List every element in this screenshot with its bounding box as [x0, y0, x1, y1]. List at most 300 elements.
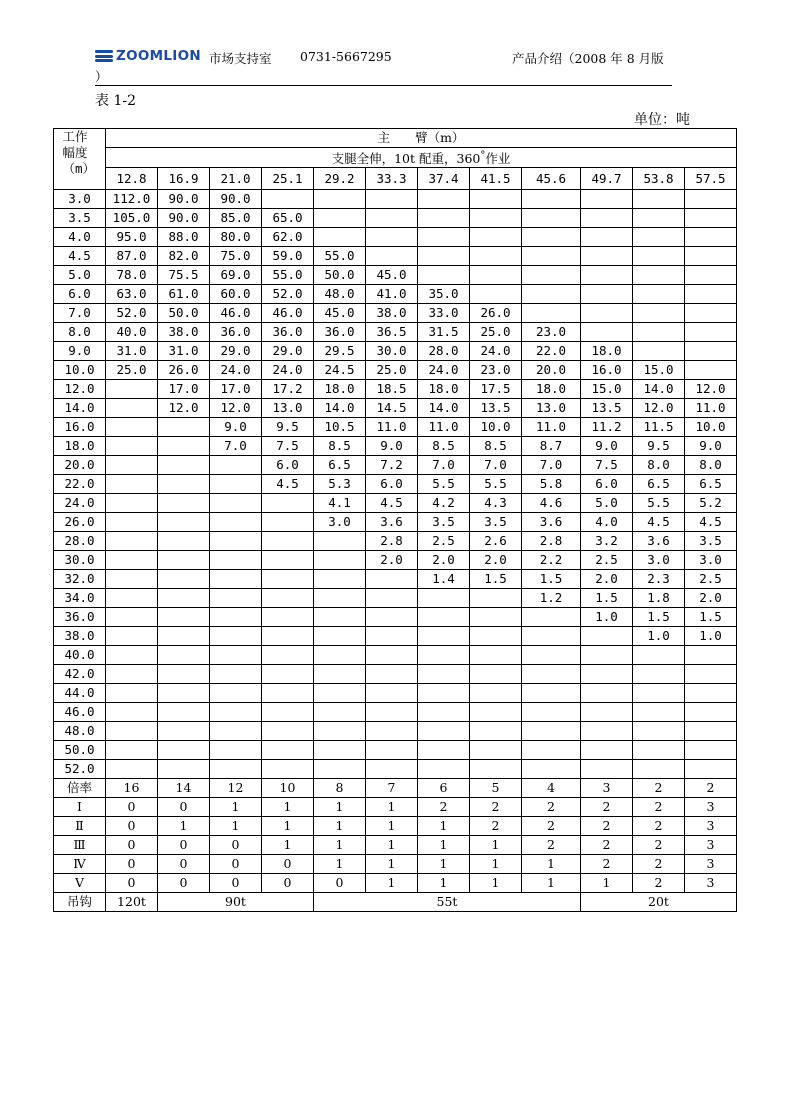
capacity-cell: 5.2 [685, 494, 737, 513]
ratio-row [54, 779, 737, 798]
capacity-cell: 3.5 [418, 513, 470, 532]
capacity-cell: 2.0 [685, 589, 737, 608]
radius-cell: 48.0 [54, 722, 106, 741]
capacity-cell: 28.0 [418, 342, 470, 361]
table-row [54, 304, 737, 323]
table-row [54, 646, 737, 665]
capacity-cell: 17.0 [158, 380, 210, 399]
capacity-cell [158, 684, 210, 703]
boom-length-cell: 37.4 [418, 168, 470, 190]
capacity-cell: 30.0 [366, 342, 418, 361]
capacity-cell [210, 608, 262, 627]
capacity-cell [581, 646, 633, 665]
capacity-cell: 2.5 [685, 570, 737, 589]
capacity-cell [314, 532, 366, 551]
table-row [54, 380, 737, 399]
section-cell: 0 [158, 874, 210, 893]
boom-length-cell: 41.5 [470, 168, 522, 190]
capacity-cell [106, 665, 158, 684]
section-cell: 2 [522, 817, 581, 836]
section-cell: 0 [158, 855, 210, 874]
boom-length-cell: 49.7 [581, 168, 633, 190]
section-cell: 2 [581, 836, 633, 855]
radius-cell: 8.0 [54, 323, 106, 342]
section-cell: 1 [470, 855, 522, 874]
section-cell: 1 [314, 798, 366, 817]
capacity-cell: 18.0 [522, 380, 581, 399]
capacity-cell: 1.0 [685, 627, 737, 646]
section-cell: 1 [366, 855, 418, 874]
boom-length-cell: 57.5 [685, 168, 737, 190]
radius-cell: 24.0 [54, 494, 106, 513]
capacity-cell [685, 665, 737, 684]
section-row [54, 855, 737, 874]
section-cell: 2 [633, 836, 685, 855]
section-cell: 1 [366, 817, 418, 836]
capacity-cell [685, 760, 737, 779]
capacity-cell: 14.0 [314, 399, 366, 418]
capacity-cell: 18.0 [314, 380, 366, 399]
capacity-cell: 46.0 [210, 304, 262, 323]
capacity-cell [418, 608, 470, 627]
capacity-cell [314, 646, 366, 665]
capacity-cell [633, 247, 685, 266]
capacity-cell: 4.0 [581, 513, 633, 532]
capacity-cell: 18.0 [581, 342, 633, 361]
capacity-cell: 9.0 [366, 437, 418, 456]
section-cell: 1 [262, 798, 314, 817]
capacity-cell [685, 285, 737, 304]
capacity-cell: 1.5 [685, 608, 737, 627]
capacity-cell: 5.5 [470, 475, 522, 494]
section-cell: 1 [581, 874, 633, 893]
capacity-cell: 11.0 [522, 418, 581, 437]
capacity-cell: 26.0 [158, 361, 210, 380]
capacity-cell: 2.6 [470, 532, 522, 551]
radius-cell: 22.0 [54, 475, 106, 494]
capacity-cell: 5.5 [633, 494, 685, 513]
capacity-cell: 9.0 [685, 437, 737, 456]
capacity-cell: 12.0 [633, 399, 685, 418]
capacity-cell [106, 513, 158, 532]
capacity-cell: 7.0 [522, 456, 581, 475]
radius-cell: 16.0 [54, 418, 106, 437]
capacity-cell [522, 760, 581, 779]
table-row [54, 608, 737, 627]
radius-cell: 26.0 [54, 513, 106, 532]
capacity-cell [522, 285, 581, 304]
capacity-cell: 65.0 [262, 209, 314, 228]
capacity-cell: 9.0 [210, 418, 262, 437]
capacity-cell [522, 741, 581, 760]
radius-cell: 20.0 [54, 456, 106, 475]
capacity-cell [210, 551, 262, 570]
capacity-cell: 1.5 [522, 570, 581, 589]
main-boom-label: 主 臂（m） [106, 129, 737, 148]
capacity-cell [106, 532, 158, 551]
capacity-cell [158, 418, 210, 437]
table-row [54, 665, 737, 684]
capacity-cell [522, 209, 581, 228]
capacity-cell: 5.3 [314, 475, 366, 494]
section-cell: 0 [106, 817, 158, 836]
capacity-cell: 52.0 [262, 285, 314, 304]
radius-cell: 4.5 [54, 247, 106, 266]
capacity-cell [470, 285, 522, 304]
table-row [54, 418, 737, 437]
ratio-cell: 4 [522, 779, 581, 798]
capacity-cell [106, 437, 158, 456]
capacity-cell [581, 304, 633, 323]
capacity-cell [470, 209, 522, 228]
capacity-cell [158, 570, 210, 589]
boom-length-cell: 25.1 [262, 168, 314, 190]
ratio-label: 倍率 [54, 779, 106, 798]
capacity-cell: 78.0 [106, 266, 158, 285]
capacity-cell: 1.2 [522, 589, 581, 608]
capacity-cell [581, 741, 633, 760]
capacity-cell: 112.0 [106, 190, 158, 209]
capacity-cell: 4.5 [366, 494, 418, 513]
capacity-cell: 95.0 [106, 228, 158, 247]
radius-cell: 7.0 [54, 304, 106, 323]
capacity-cell [366, 646, 418, 665]
capacity-cell: 6.0 [262, 456, 314, 475]
capacity-cell [470, 760, 522, 779]
capacity-cell [262, 665, 314, 684]
capacity-cell [633, 646, 685, 665]
table-row [54, 684, 737, 703]
capacity-cell [581, 323, 633, 342]
capacity-cell [366, 209, 418, 228]
section-label: Ⅰ [54, 798, 106, 817]
section-cell: 2 [633, 817, 685, 836]
table-row [54, 513, 737, 532]
capacity-cell: 24.0 [470, 342, 522, 361]
capacity-cell [210, 665, 262, 684]
capacity-cell [106, 494, 158, 513]
capacity-cell [262, 703, 314, 722]
capacity-cell [314, 190, 366, 209]
capacity-cell [314, 551, 366, 570]
capacity-cell: 36.0 [262, 323, 314, 342]
capacity-cell: 8.5 [418, 437, 470, 456]
capacity-cell [210, 684, 262, 703]
capacity-cell: 2.2 [522, 551, 581, 570]
capacity-cell [366, 608, 418, 627]
radius-cell: 38.0 [54, 627, 106, 646]
ratio-cell: 8 [314, 779, 366, 798]
capacity-cell: 8.0 [685, 456, 737, 475]
capacity-cell [418, 665, 470, 684]
capacity-cell [522, 703, 581, 722]
capacity-cell [158, 589, 210, 608]
radius-cell: 9.0 [54, 342, 106, 361]
capacity-cell: 17.0 [210, 380, 262, 399]
capacity-cell [633, 665, 685, 684]
hook-cell: 55t [314, 893, 581, 912]
capacity-cell [158, 456, 210, 475]
capacity-cell: 2.3 [633, 570, 685, 589]
capacity-cell [581, 266, 633, 285]
capacity-cell: 24.5 [314, 361, 366, 380]
section-cell: 1 [314, 855, 366, 874]
radius-cell: 50.0 [54, 741, 106, 760]
capacity-cell: 55.0 [314, 247, 366, 266]
capacity-cell: 6.5 [633, 475, 685, 494]
table-row [54, 266, 737, 285]
capacity-cell: 40.0 [106, 323, 158, 342]
corner-label: 工作幅度（m） [54, 129, 106, 190]
capacity-cell [262, 494, 314, 513]
capacity-cell [106, 380, 158, 399]
capacity-cell: 9.5 [262, 418, 314, 437]
radius-cell: 36.0 [54, 608, 106, 627]
capacity-cell: 5.8 [522, 475, 581, 494]
table-row [54, 323, 737, 342]
table-row [54, 361, 737, 380]
capacity-cell: 6.5 [314, 456, 366, 475]
capacity-cell [581, 627, 633, 646]
capacity-cell [633, 209, 685, 228]
table-row [54, 399, 737, 418]
table-row [54, 342, 737, 361]
ratio-cell: 7 [366, 779, 418, 798]
radius-cell: 52.0 [54, 760, 106, 779]
page-header [95, 46, 671, 86]
capacity-cell: 24.0 [418, 361, 470, 380]
capacity-cell [158, 608, 210, 627]
section-cell: 3 [685, 855, 737, 874]
capacity-cell [210, 475, 262, 494]
capacity-cell: 7.0 [470, 456, 522, 475]
load-chart-table [53, 128, 737, 912]
capacity-cell [366, 665, 418, 684]
section-label: Ⅴ [54, 874, 106, 893]
capacity-cell: 7.5 [581, 456, 633, 475]
phone-text: 0731-5667295 [300, 49, 392, 64]
capacity-cell [418, 266, 470, 285]
section-cell: 1 [522, 874, 581, 893]
capacity-cell [685, 247, 737, 266]
section-cell: 1 [262, 836, 314, 855]
capacity-cell [366, 589, 418, 608]
radius-cell: 3.0 [54, 190, 106, 209]
capacity-cell [418, 703, 470, 722]
section-cell: 0 [262, 874, 314, 893]
capacity-cell: 41.0 [366, 285, 418, 304]
section-cell: 2 [581, 817, 633, 836]
section-cell: 2 [581, 798, 633, 817]
capacity-cell [418, 228, 470, 247]
section-cell: 1 [158, 817, 210, 836]
capacity-cell [262, 532, 314, 551]
section-cell: 0 [106, 874, 158, 893]
capacity-cell [106, 551, 158, 570]
capacity-cell: 2.0 [581, 570, 633, 589]
section-cell: 3 [685, 836, 737, 855]
capacity-cell [633, 285, 685, 304]
capacity-cell [314, 228, 366, 247]
capacity-cell: 1.0 [581, 608, 633, 627]
capacity-cell [685, 209, 737, 228]
capacity-cell: 69.0 [210, 266, 262, 285]
capacity-cell: 31.0 [158, 342, 210, 361]
radius-cell: 46.0 [54, 703, 106, 722]
capacity-cell [581, 247, 633, 266]
capacity-cell [158, 703, 210, 722]
table-row [54, 741, 737, 760]
capacity-cell [633, 760, 685, 779]
header-rule [95, 85, 672, 86]
capacity-cell [685, 646, 737, 665]
ratio-cell: 16 [106, 779, 158, 798]
capacity-cell [314, 760, 366, 779]
capacity-cell [106, 627, 158, 646]
capacity-cell: 25.0 [366, 361, 418, 380]
capacity-cell: 11.0 [685, 399, 737, 418]
section-cell: 0 [158, 798, 210, 817]
capacity-cell [522, 646, 581, 665]
capacity-cell: 14.0 [633, 380, 685, 399]
ratio-cell: 2 [685, 779, 737, 798]
capacity-cell [262, 646, 314, 665]
section-cell: 1 [418, 836, 470, 855]
section-row [54, 874, 737, 893]
capacity-cell: 1.4 [418, 570, 470, 589]
capacity-cell [522, 304, 581, 323]
capacity-cell: 2.0 [366, 551, 418, 570]
capacity-cell: 4.1 [314, 494, 366, 513]
capacity-cell [262, 684, 314, 703]
capacity-cell [210, 570, 262, 589]
radius-cell: 30.0 [54, 551, 106, 570]
capacity-cell: 31.0 [106, 342, 158, 361]
capacity-cell: 45.0 [314, 304, 366, 323]
capacity-cell: 61.0 [158, 285, 210, 304]
section-row [54, 817, 737, 836]
section-label: Ⅲ [54, 836, 106, 855]
section-cell: 3 [685, 817, 737, 836]
capacity-cell [106, 684, 158, 703]
table-row [54, 589, 737, 608]
capacity-cell: 7.0 [210, 437, 262, 456]
capacity-cell: 15.0 [581, 380, 633, 399]
capacity-cell: 5.5 [418, 475, 470, 494]
capacity-cell [210, 703, 262, 722]
capacity-cell [685, 266, 737, 285]
capacity-cell [581, 285, 633, 304]
boom-length-cell: 16.9 [158, 168, 210, 190]
capacity-cell [106, 741, 158, 760]
capacity-cell: 16.0 [581, 361, 633, 380]
capacity-cell: 23.0 [522, 323, 581, 342]
capacity-cell [581, 665, 633, 684]
boom-length-cell: 53.8 [633, 168, 685, 190]
capacity-cell: 6.0 [366, 475, 418, 494]
capacity-cell: 10.5 [314, 418, 366, 437]
capacity-cell [210, 741, 262, 760]
header-row-main [54, 129, 737, 148]
capacity-cell: 1.0 [633, 627, 685, 646]
capacity-cell: 3.2 [581, 532, 633, 551]
hook-cell: 20t [581, 893, 737, 912]
capacity-cell [522, 266, 581, 285]
capacity-cell [366, 684, 418, 703]
section-cell: 0 [106, 836, 158, 855]
section-cell: 1 [262, 817, 314, 836]
radius-cell: 12.0 [54, 380, 106, 399]
radius-cell: 10.0 [54, 361, 106, 380]
capacity-cell [581, 228, 633, 247]
capacity-cell [685, 684, 737, 703]
capacity-cell: 26.0 [470, 304, 522, 323]
table-row [54, 190, 737, 209]
capacity-cell [366, 741, 418, 760]
capacity-cell [633, 703, 685, 722]
capacity-cell [106, 456, 158, 475]
radius-cell: 6.0 [54, 285, 106, 304]
capacity-cell: 4.2 [418, 494, 470, 513]
capacity-cell: 36.0 [314, 323, 366, 342]
capacity-cell [210, 532, 262, 551]
section-cell: 0 [314, 874, 366, 893]
section-cell: 1 [314, 817, 366, 836]
capacity-cell [210, 627, 262, 646]
section-cell: 0 [262, 855, 314, 874]
section-cell: 1 [210, 798, 262, 817]
capacity-cell: 2.5 [581, 551, 633, 570]
capacity-cell: 48.0 [314, 285, 366, 304]
hook-label: 吊钩 [54, 893, 106, 912]
capacity-cell: 4.5 [685, 513, 737, 532]
section-row [54, 836, 737, 855]
capacity-cell: 17.2 [262, 380, 314, 399]
capacity-cell: 3.0 [633, 551, 685, 570]
capacity-cell [470, 722, 522, 741]
table-row [54, 551, 737, 570]
capacity-cell: 2.5 [418, 532, 470, 551]
section-cell: 1 [314, 836, 366, 855]
capacity-cell [314, 703, 366, 722]
capacity-cell: 35.0 [418, 285, 470, 304]
capacity-cell: 3.5 [685, 532, 737, 551]
section-cell: 2 [418, 798, 470, 817]
capacity-cell: 4.5 [262, 475, 314, 494]
capacity-cell [158, 475, 210, 494]
capacity-cell [210, 513, 262, 532]
capacity-cell [262, 570, 314, 589]
hook-row [54, 893, 737, 912]
capacity-cell [106, 418, 158, 437]
capacity-cell [314, 684, 366, 703]
capacity-cell [106, 589, 158, 608]
hook-cell: 120t [106, 893, 158, 912]
capacity-cell [366, 627, 418, 646]
capacity-cell: 20.0 [522, 361, 581, 380]
capacity-cell: 46.0 [262, 304, 314, 323]
zoomlion-logo [95, 48, 201, 64]
capacity-cell: 85.0 [210, 209, 262, 228]
capacity-cell [581, 760, 633, 779]
table-label: 表 1-2 [95, 93, 136, 109]
section-cell: 1 [366, 798, 418, 817]
capacity-cell: 7.5 [262, 437, 314, 456]
capacity-cell: 105.0 [106, 209, 158, 228]
section-cell: 2 [633, 798, 685, 817]
capacity-cell: 2.0 [470, 551, 522, 570]
capacity-cell [366, 190, 418, 209]
